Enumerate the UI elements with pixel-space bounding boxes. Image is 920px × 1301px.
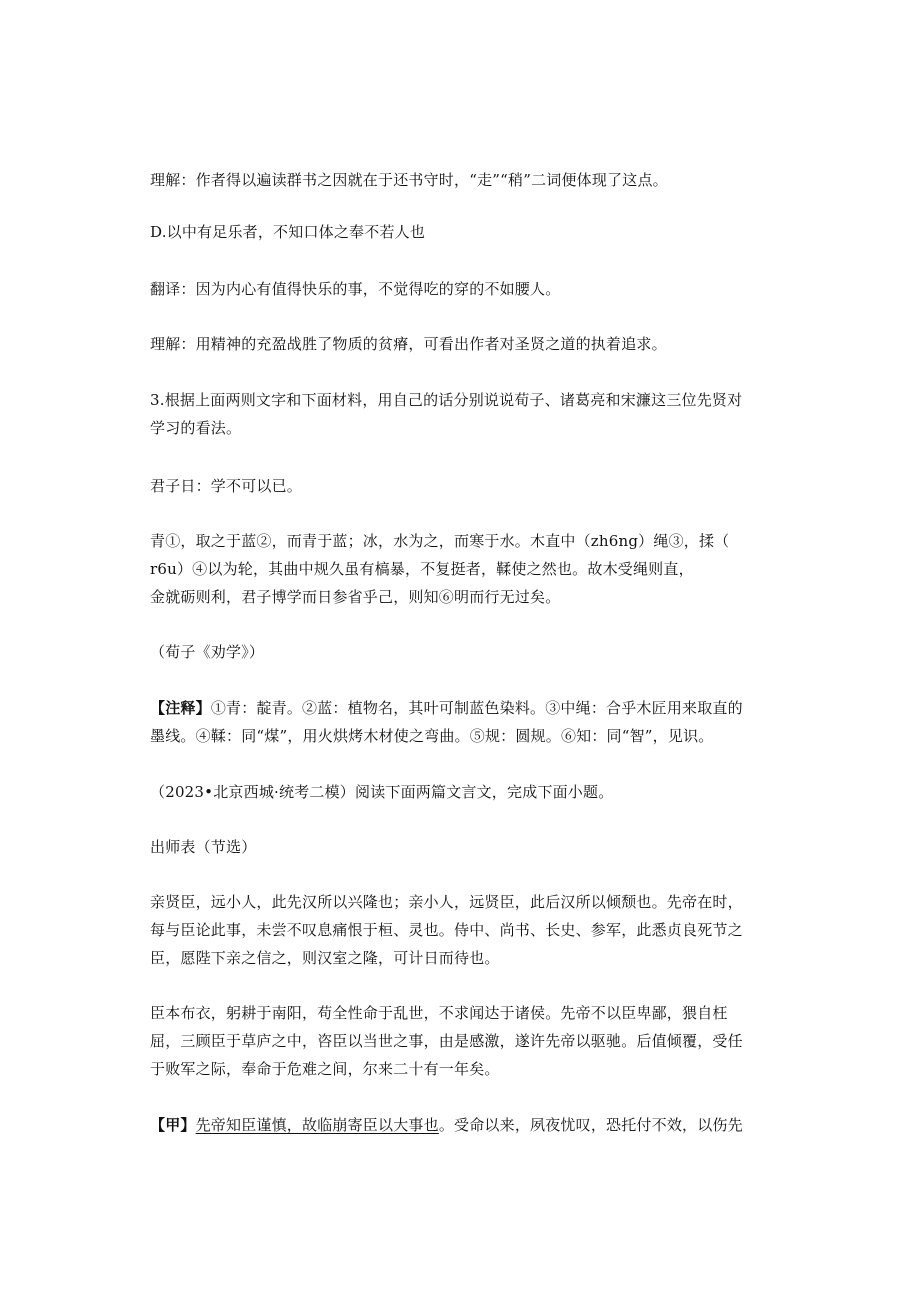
marker-jia: 【甲】 [150, 1116, 196, 1134]
passage-text: 。受命以来，夙夜忧叹，恐托付不效，以伤先 [438, 1116, 743, 1134]
passage-line: 于败军之际，奉命于危难之间，尔来二十有一年矣。 [150, 1060, 500, 1078]
underlined-sentence: 先帝知臣谨慎，故临崩寄臣以大事也 [195, 1116, 439, 1134]
text-line: D.以中有足乐者，不知口体之奉不若人也 [150, 223, 426, 241]
annotation-line [150, 698, 743, 718]
source-citation: （荀子《劝学》） [150, 643, 265, 661]
question-text: 3.根据上面两则文字和下面材料，用自己的话分别说说荀子、诸葛亮和宋濂这三位先贤对 [150, 391, 743, 409]
passage-line: 每与臣论此事，未尝不叹息痛恨于桓、灵也。侍中、尚书、长史、参军，此悉贞良死节之 [150, 921, 743, 939]
passage-line: 青①，取之于蓝②，而青于蓝；冰，水为之，而寒于水。木直中（zh6ng）绳③，揉（ [150, 532, 730, 550]
annotation-line: 墨线。④鞣：同“煤”，用火烘烤木材使之弯曲。⑤规：圆规。⑥知：同“智”，见识。 [150, 727, 714, 745]
passage-line: 臣，愿陛下亲之信之，则汉室之隆，可计日而待也。 [150, 949, 500, 967]
passage-title: 出师表（节选） [150, 838, 257, 856]
passage-line: 金就砺则利，君子博学而日参省乎己，则知⑥明而行无过矣。 [150, 588, 561, 606]
text-line: 翻译：因为内心有值得快乐的事，不觉得吃的穿的不如腰人。 [150, 280, 561, 298]
annotation-text: ①青：靛青。②蓝：植物名，其叶可制蓝色染料。③中绳：合乎木匠用来取直的 [210, 699, 743, 717]
passage-line [150, 1115, 743, 1135]
question-text: 学习的看法。 [150, 419, 242, 437]
passage-line: 屈，三顾臣于草庐之中，咨臣以当世之事，由是感激，遂许先帝以驱驰。后值倾覆，受任 [150, 1032, 743, 1050]
exam-heading: （2023•北京西城·统考二模）阅读下面两篇文言文，完成下面小题。 [150, 783, 614, 801]
passage-line: 亲贤臣，远小人，此先汉所以兴隆也；亲小人，远贤臣，此后汉所以倾颓也。先帝在时， [150, 893, 743, 911]
text-line: 君子日：学不可以已。 [150, 477, 303, 495]
passage-line: 臣本布衣，躬耕于南阳，苟全性命于乱世，不求闻达于诸侯。先帝不以臣卑鄙，猥自枉 [150, 1004, 728, 1022]
text-line: 理解：作者得以遍读群书之因就在于还书守时，“走”“稍”二词便体现了这点。 [150, 171, 668, 189]
text-line: 理解：用精神的充盈战胜了物质的贫瘠，可看出作者对圣贤之道的执着追求。 [150, 335, 667, 353]
passage-line: r6u）④以为轮，其曲中规久虽有槁暴，不复挺者，鞣使之然也。故木受绳则直， [150, 560, 694, 578]
annotation-label: 【注释】 [150, 699, 211, 717]
